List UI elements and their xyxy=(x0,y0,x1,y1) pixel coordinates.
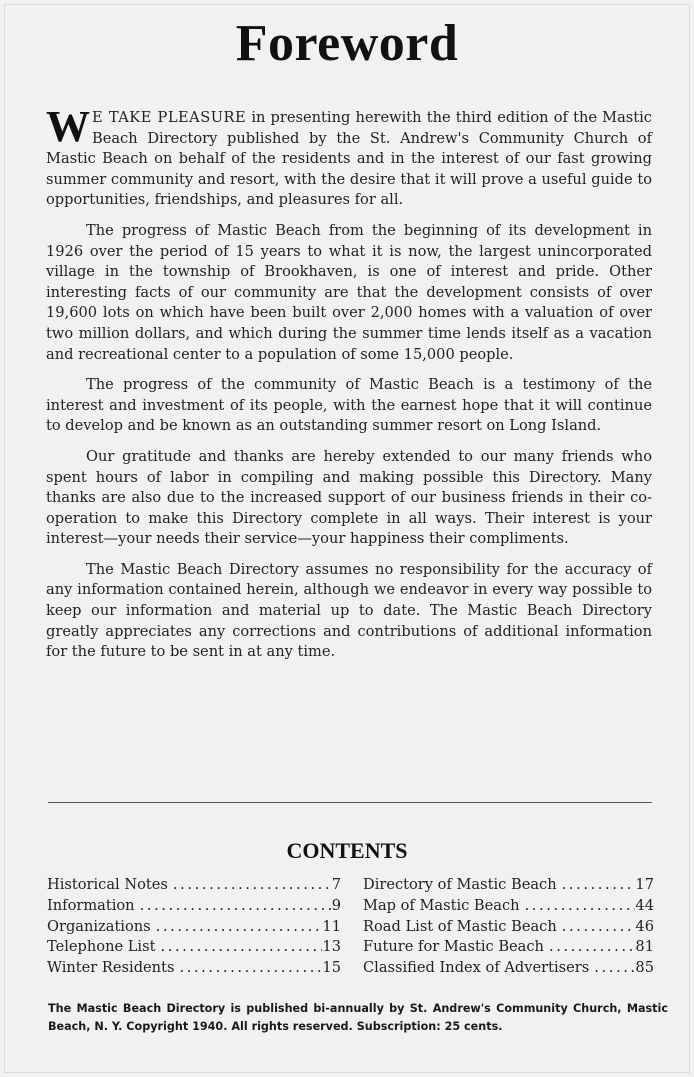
toc-page-number: 46 xyxy=(635,917,654,935)
contents-column-left xyxy=(47,875,341,979)
toc-label: Winter Residents xyxy=(47,959,175,977)
toc-page-number: 9 xyxy=(331,896,341,914)
toc-label: Telephone List xyxy=(47,938,156,956)
foreword-paragraph-5: The Mastic Beach Directory assumes no responsibility for the accuracy of any information contained herein, although we endeavor in every way possible to keep our information and material up to date. The Mastic Beach Directory greatly appreciates any corrections and contributions of additional information for the future to be sent in at any time. xyxy=(46,560,652,661)
toc-leader xyxy=(544,937,635,958)
toc-page-number: 15 xyxy=(322,959,341,977)
toc-page-number: 44 xyxy=(635,896,654,914)
toc-entry xyxy=(47,875,341,896)
toc-label: Map of Mastic Beach xyxy=(363,896,520,914)
toc-leader xyxy=(151,917,323,938)
toc-leader xyxy=(557,875,636,896)
toc-page-number: 7 xyxy=(331,876,341,893)
contents-title: CONTENTS xyxy=(286,838,408,863)
toc-label: Information xyxy=(47,896,135,914)
contents-column-right xyxy=(363,875,654,979)
toc-label: Future for Mastic Beach xyxy=(363,938,544,956)
toc-entry xyxy=(47,917,341,938)
toc-entry xyxy=(363,958,654,979)
toc-label: Road List of Mastic Beach xyxy=(363,917,557,935)
toc-entry xyxy=(47,958,341,979)
toc-leader xyxy=(168,875,332,896)
toc-page-number: 85 xyxy=(635,959,654,977)
drop-cap: W xyxy=(46,102,90,151)
foreword-paragraph-1 xyxy=(46,102,652,211)
toc-page-number: 11 xyxy=(322,917,341,935)
foreword-paragraph-3: The progress of the community of Mastic Beach is a testimony of the interest and investment of its people, with the earnest hope that it will continue to develop and be known as an outstanding summer resort on Long Island. xyxy=(46,376,652,435)
paragraph-1-text: in presenting herewith the third edition of the Mastic Beach Directory published by the St. Andrew's Community Church of Mastic Beach on behalf of the residents and in the interest of our fast growing summer community and resort, with the desire that it will prove a useful guide to opportunities, friendships, and pleasures for all. xyxy=(46,109,652,209)
toc-leader xyxy=(520,896,636,917)
toc-label: Organizations xyxy=(47,917,151,935)
toc-label: Historical Notes xyxy=(47,876,168,893)
publication-footer: The Mastic Beach Directory is published bi-annually by St. Andrew's Community Church, Mastic Beach, N. Y. Copyright 1940. All rights reserved. Subscription: 25 cents. xyxy=(48,1002,668,1033)
lead-caps: E TAKE PLEASURE xyxy=(92,109,247,126)
toc-leader xyxy=(557,917,636,938)
page-title: Foreword xyxy=(235,15,459,72)
toc-entry xyxy=(363,896,654,917)
toc-page-number: 81 xyxy=(635,938,654,956)
toc-page-number: 17 xyxy=(635,876,654,893)
toc-entry xyxy=(47,896,341,917)
toc-entry xyxy=(363,917,654,938)
toc-label: Directory of Mastic Beach xyxy=(363,876,557,893)
toc-leader xyxy=(155,937,322,958)
section-divider xyxy=(48,802,652,803)
toc-leader xyxy=(589,958,635,979)
foreword-body xyxy=(46,102,652,673)
foreword-paragraph-2: The progress of Mastic Beach from the beginning of its development in 1926 over the period of 15 years to what it is now, the largest unincorporated village in the township of Brookhaven, is one of interest and pride. Other interesting facts of our community are that the development consists of over 19,600 lots on which have been built over 2,000 homes with a valuation of over two million dollars, and which during the summer time lends itself as a vacation and recreational center to a population of some 15,000 people. xyxy=(46,221,652,363)
toc-entry xyxy=(47,937,341,958)
toc-page-number: 13 xyxy=(322,938,341,956)
foreword-paragraph-4: Our gratitude and thanks are hereby extended to our many friends who spent hours of labor in compiling and making possible this Directory. Many thanks are also due to the increased support of our business friends in their co-operation to make this Directory complete in all ways. Their interest is your interest—your needs their service—your happiness their compliments. xyxy=(46,447,652,548)
toc-label: Classified Index of Advertisers xyxy=(363,959,590,977)
toc-entry xyxy=(363,937,654,958)
toc-leader xyxy=(135,896,332,917)
toc-leader xyxy=(174,958,322,979)
toc-entry xyxy=(363,875,654,896)
